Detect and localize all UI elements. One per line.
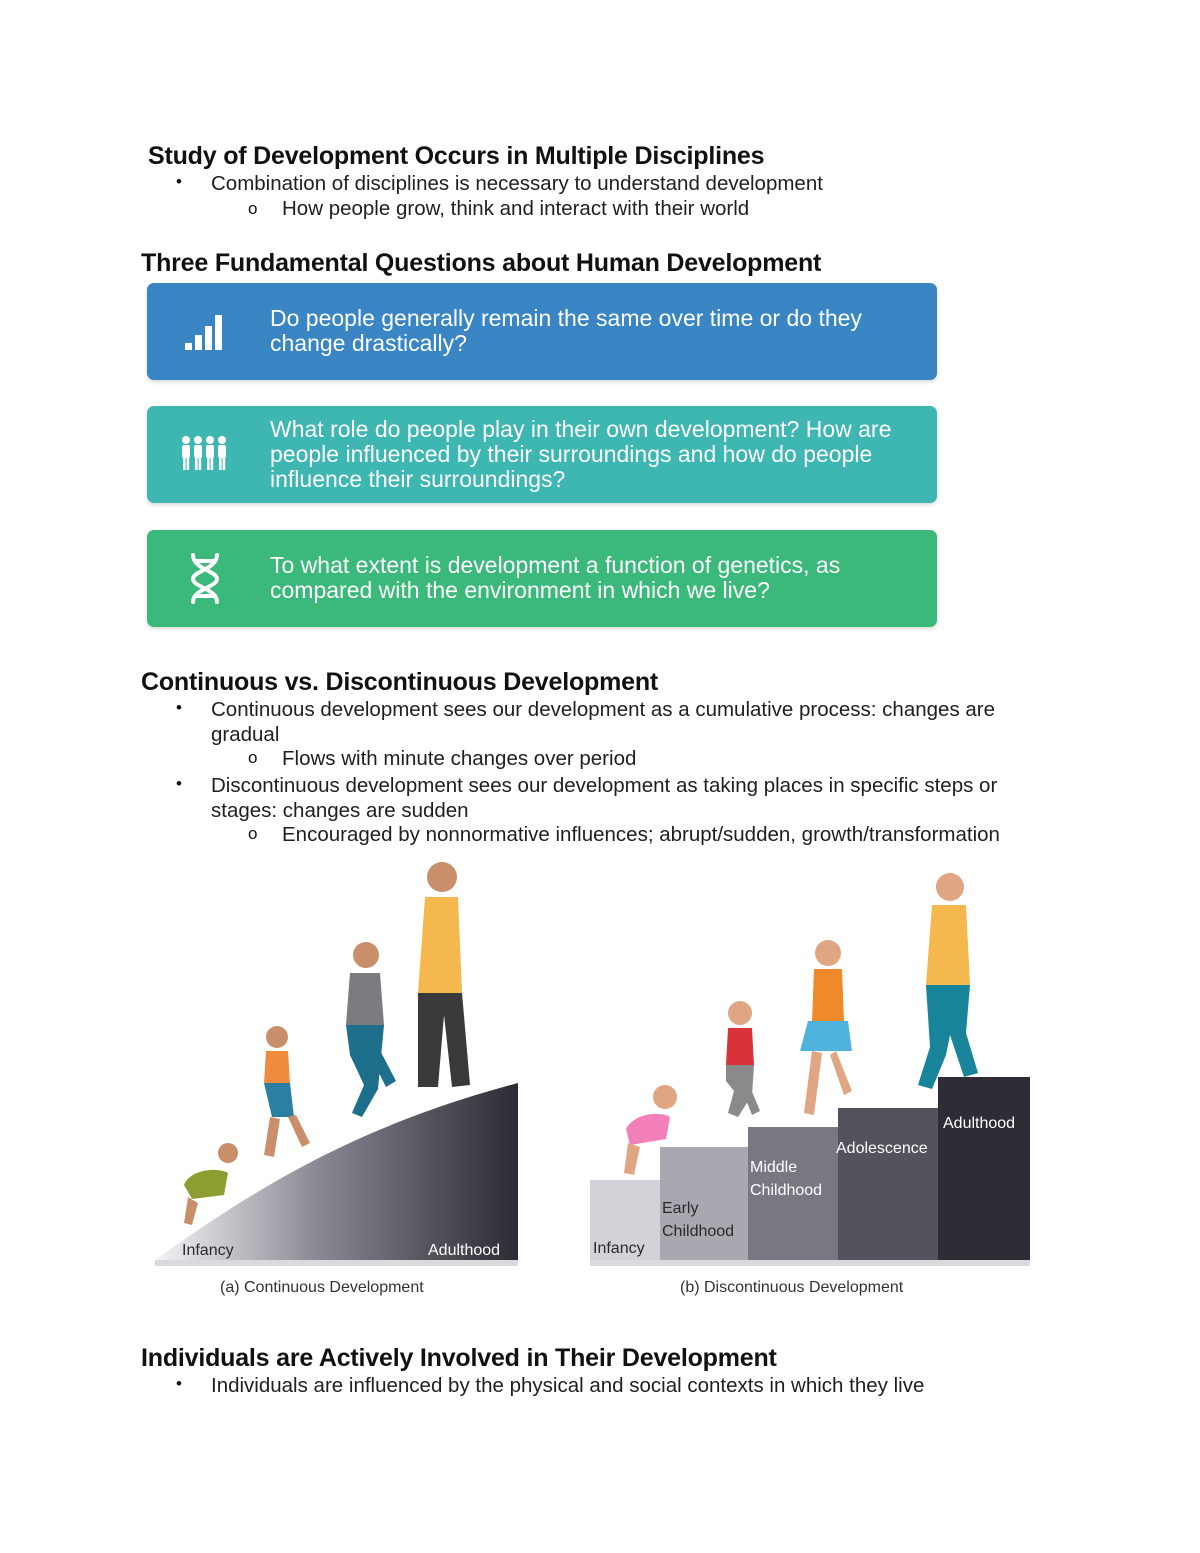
bullet-text: Continuous development sees our development as a cumulative process: changes are gradual — [211, 698, 996, 746]
toddler-figure — [264, 1026, 310, 1157]
question-box-role — [147, 406, 937, 503]
stage-label-infancy: Infancy — [593, 1240, 645, 1257]
bullet-text: Combination of disciplines is necessary to understand development — [211, 172, 823, 195]
discontinuous-panel — [590, 873, 1030, 1296]
young-girl-figure — [726, 1001, 760, 1117]
section-heading-disciplines: Study of Development Occurs in Multiple Disciplines — [148, 142, 765, 170]
dna-icon — [177, 551, 232, 606]
development-figure — [140, 855, 1060, 1310]
sub-bullet-marker: o — [248, 748, 258, 767]
child-figure — [346, 942, 396, 1117]
continuous-caption: (a) Continuous Development — [220, 1279, 424, 1296]
stage-label-early-childhood: Childhood — [662, 1223, 735, 1240]
section-heading-active: Individuals are Actively Involved in Their Development — [141, 1344, 777, 1372]
people-group-icon — [177, 428, 232, 483]
sub-bullet-text: Encouraged by nonnormative influences; abrupt/sudden, growth/transformation — [282, 823, 1000, 846]
stage-label-middle-childhood: Childhood — [750, 1182, 823, 1199]
continuous-start-label: Infancy — [182, 1242, 234, 1259]
sub-bullet-marker: o — [248, 824, 258, 843]
woman-figure — [918, 873, 978, 1089]
bullet-text: Individuals are influenced by the physical and social contexts in which they live — [211, 1374, 925, 1397]
bullet-marker: • — [176, 1374, 182, 1393]
continuous-end-label: Adulthood — [428, 1242, 501, 1259]
discontinuous-caption: (b) Discontinuous Development — [680, 1279, 904, 1296]
question-text: Do people generally remain the same over time or do they change drastically? — [270, 305, 862, 356]
girl-figure — [800, 940, 852, 1115]
question-text: To what extent is development a function of genetics, as compared with the environment in which we live? — [270, 552, 841, 603]
section-heading-questions: Three Fundamental Questions about Human Development — [141, 249, 822, 277]
section-heading-continuous: Continuous vs. Discontinuous Development — [141, 668, 659, 696]
bullet-marker: • — [176, 698, 182, 717]
stage-label-middle: Middle — [750, 1159, 798, 1176]
step-adolescence — [838, 1108, 938, 1260]
question-text: What role do people play in their own development? How are people influenced by their surroundings and how do people influence their surroundings? — [270, 416, 892, 492]
question-box-stability — [147, 283, 937, 380]
sub-bullet-text: Flows with minute changes over period — [282, 747, 637, 770]
continuous-panel — [155, 862, 518, 1296]
bullet-marker: • — [176, 172, 182, 191]
bullet-marker: • — [176, 774, 182, 793]
sub-bullet-marker: o — [248, 199, 258, 218]
step-adulthood — [938, 1077, 1030, 1260]
bullet-text: Discontinuous development sees our development as taking places in specific steps or stages: changes are sudden — [211, 774, 998, 822]
stage-label-adolescence: Adolescence — [836, 1140, 928, 1157]
stage-label-adulthood: Adulthood — [943, 1115, 1016, 1132]
bar-chart-icon — [177, 305, 232, 360]
adult-figure — [418, 862, 470, 1087]
sub-bullet-text: How people grow, think and interact with their world — [282, 197, 750, 220]
question-box-genetics — [147, 530, 937, 627]
stage-label-early: Early — [662, 1200, 699, 1217]
